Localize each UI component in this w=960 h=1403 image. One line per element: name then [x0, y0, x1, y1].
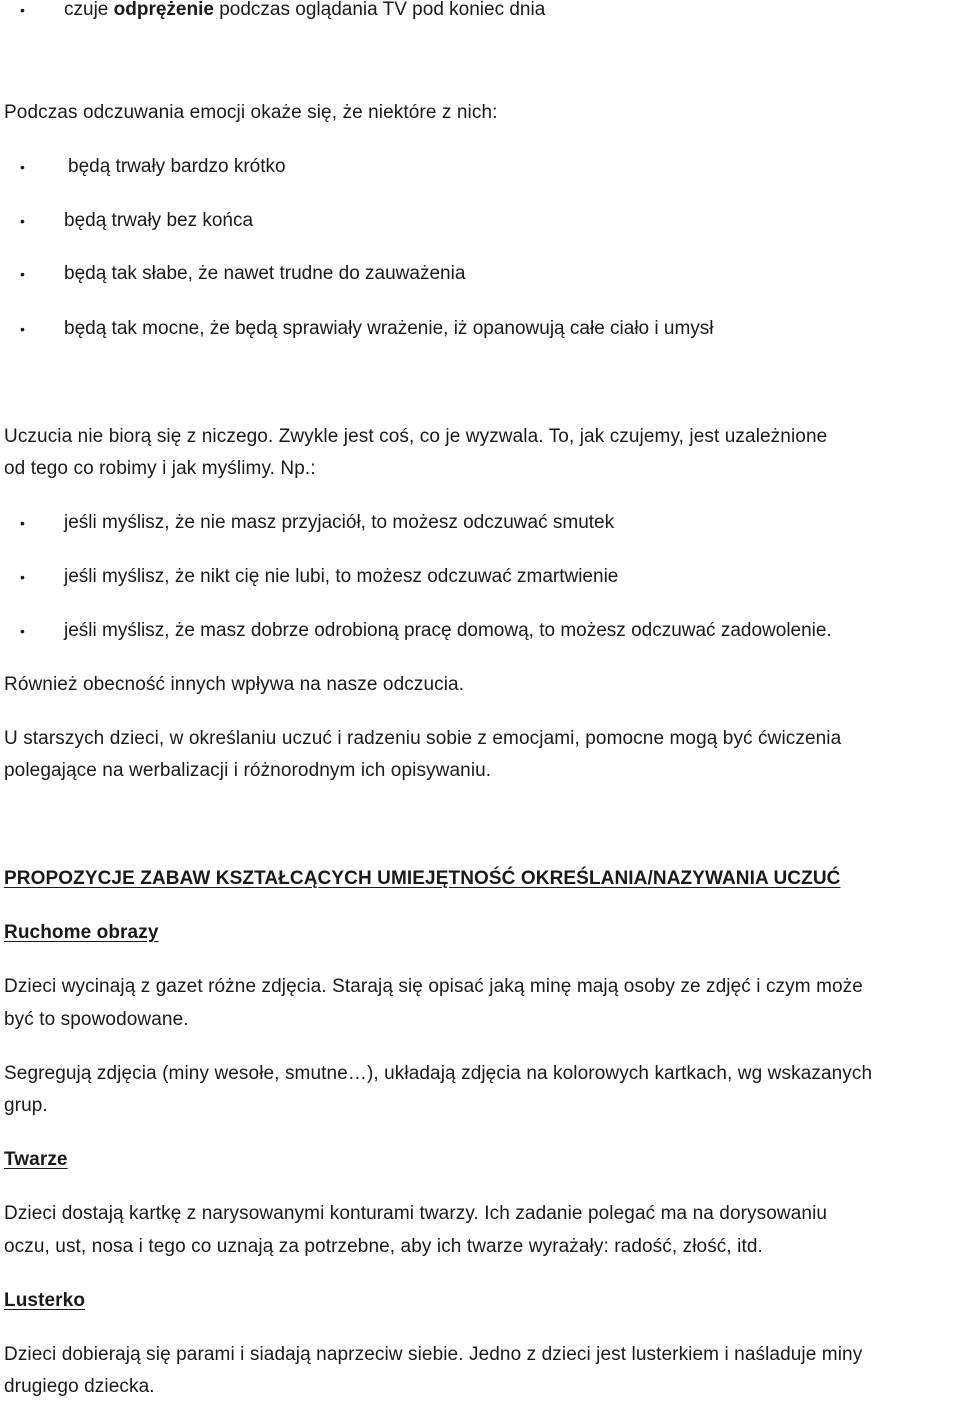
list-item-text: jeśli myślisz, że nie masz przyjaciół, to możesz odczuwać smutek	[64, 512, 615, 533]
list-item-text: będą tak słabe, że nawet trudne do zauważenia	[64, 263, 466, 284]
list-item-text: będą tak mocne, że będą sprawiały wrażenie, iż opanowują całe ciało i umysł	[64, 318, 714, 339]
paragraph-line: U starszych dzieci, w określaniu uczuć i radzeniu sobie z emocjami, pomocne mogą być ćwiczenia	[4, 728, 842, 749]
list-item-text: jeśli myślisz, że masz dobrze odrobioną pracę domową, to możesz odczuwać zadowolenie.	[64, 620, 832, 641]
bullet-icon: •	[20, 515, 25, 531]
paragraph-line: Podczas odczuwania emocji okaże się, że niektóre z nich:	[4, 102, 498, 123]
bullet-icon: •	[20, 213, 25, 229]
game-title: Twarze	[4, 1149, 68, 1170]
list-item-text: będą trwały bez końca	[64, 210, 254, 231]
paragraph-line: Dzieci dobierają się parami i siadają naprzeciw siebie. Jedno z dzieci jest lusterkiem i naśladuje miny	[4, 1344, 863, 1365]
paragraph-line: grup.	[4, 1095, 48, 1116]
bullet-icon: •	[20, 623, 25, 639]
paragraph-line: oczu, ust, nosa i tego co uznają za potrzebne, aby ich twarze wyrażały: radość, złość, itd.	[4, 1236, 763, 1257]
paragraph-line: Segregują zdjęcia (miny wesołe, smutne…), układają zdjęcia na kolorowych kartkach, wg wskazanych	[4, 1063, 873, 1084]
paragraph-line: drugiego dziecka.	[4, 1376, 155, 1397]
bullet-icon: •	[20, 321, 25, 337]
paragraph-line: być to spowodowane.	[4, 1009, 189, 1030]
paragraph-line: Również obecność innych wpływa na nasze odczucia.	[4, 674, 465, 695]
bullet-icon: •	[20, 2, 25, 18]
list-item-text: będą trwały bardzo krótko	[68, 156, 286, 177]
section-heading: PROPOZYCJE ZABAW KSZTAŁCĄCYCH UMIEJĘTNOŚĆ OKREŚLANIA/NAZYWANIA UCZUĆ	[4, 868, 841, 889]
paragraph-line: Dzieci wycinają z gazet różne zdjęcia. Starają się opisać jaką minę mają osoby ze zdjęć i czym może	[4, 976, 863, 997]
paragraph-line: polegające na werbalizacji i różnorodnym ich opisywaniu.	[4, 760, 492, 781]
bullet-icon: •	[20, 266, 25, 282]
bullet-icon: •	[20, 159, 25, 175]
paragraph-line: Uczucia nie biorą się z niczego. Zwykle jest coś, co je wyzwala. To, jak czujemy, jest uzależnione	[4, 426, 828, 447]
paragraph-line: od tego co robimy i jak myślimy. Np.:	[4, 458, 316, 479]
list-item-text: jeśli myślisz, że nikt cię nie lubi, to możesz odczuwać zmartwienie	[64, 566, 619, 587]
game-title: Lusterko	[4, 1290, 86, 1311]
paragraph-line: Dzieci dostają kartkę z narysowanymi konturami twarzy. Ich zadanie polegać ma na dorysowaniu	[4, 1203, 828, 1224]
game-title: Ruchome obrazy	[4, 922, 159, 943]
list-item-text: czuje odprężenie podczas oglądania TV pod koniec dnia	[64, 0, 546, 20]
emphasis-text: odprężenie	[113, 0, 214, 20]
bullet-icon: •	[20, 569, 25, 585]
